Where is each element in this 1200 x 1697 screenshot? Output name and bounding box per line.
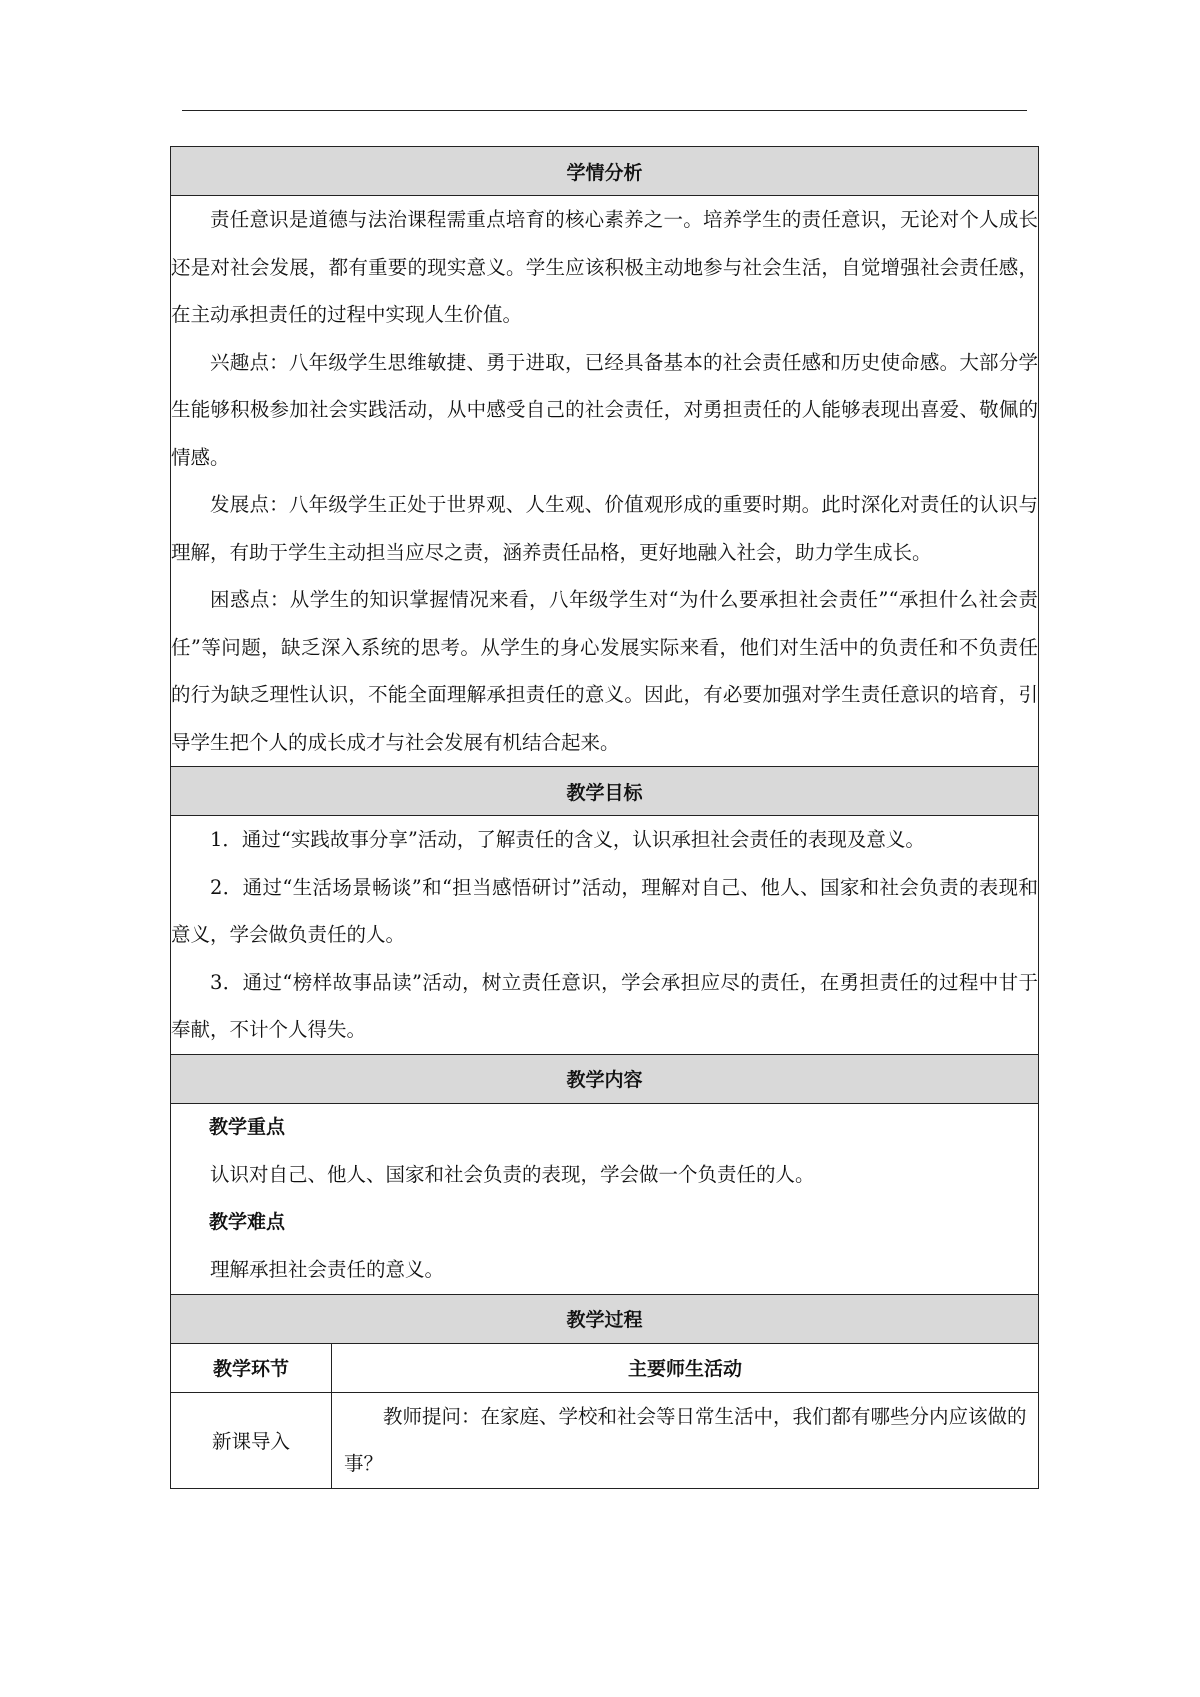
difficulty-label: 教学难点 — [209, 1210, 286, 1233]
process-row — [171, 1392, 1039, 1488]
activity-text: 教师提问：在家庭、学校和社会等日常生活中，我们都有哪些分内应该做的事？ — [344, 1404, 1027, 1475]
analysis-title: 学情分析 — [171, 147, 1039, 196]
activity-column-header: 主要师生活动 — [332, 1343, 1039, 1392]
header-rule — [182, 110, 1027, 111]
stage-cell: 新课导入 — [171, 1392, 332, 1488]
process-title: 教学过程 — [171, 1294, 1039, 1343]
content-body-row — [171, 1103, 1039, 1294]
content-title: 教学内容 — [171, 1054, 1039, 1103]
key-point-label: 教学重点 — [209, 1115, 286, 1138]
objectives-header-row — [171, 767, 1039, 816]
analysis-paragraph: 发展点：八年级学生正处于世界观、人生观、价值观形成的重要时期。此时深化对责任的认识与理解，有助于学生主动担当应尽之责，涵养责任品格，更好地融入社会，助力学生成长。 — [171, 493, 1039, 564]
analysis-paragraph: 兴趣点：八年级学生思维敏捷、勇于进取，已经具备基本的社会责任感和历史使命感。大部分学生能够积极参加社会实践活动，从中感受自己的社会责任，对勇担责任的人能够表现出喜爱、敬佩的情感。 — [171, 350, 1039, 469]
objectives-title: 教学目标 — [171, 767, 1039, 816]
objective-item: 1．通过“实践故事分享”活动，了解责任的含义，认识承担社会责任的表现及意义。 — [210, 828, 925, 851]
objectives-body-row — [171, 816, 1039, 1055]
analysis-body — [171, 196, 1039, 767]
lesson-plan-table — [170, 146, 1039, 1489]
key-point-text: 认识对自己、他人、国家和社会负责的表现，学会做一个负责任的人。 — [210, 1163, 815, 1186]
objectives-body — [171, 816, 1039, 1055]
objective-item: 3．通过“榜样故事品读”活动，树立责任意识，学会承担应尽的责任，在勇担责任的过程中甘于奉献，不计个人得失。 — [171, 970, 1039, 1041]
analysis-paragraph: 责任意识是道德与法治课程需重点培育的核心素养之一。培养学生的责任意识，无论对个人成长还是对社会发展，都有重要的现实意义。学生应该积极主动地参与社会生活，自觉增强社会责任感，在主动承担责任的过程中实现人生价值。 — [171, 208, 1039, 326]
content-header-row — [171, 1054, 1039, 1103]
analysis-paragraph: 困惑点：从学生的知识掌握情况来看，八年级学生对“为什么要承担社会责任”“承担什么社会责任”等问题，缺乏深入系统的思考。从学生的身心发展实际来看，他们对生活中的负责任和不负责任的行为缺乏理性认识，不能全面理解承担责任的意义。因此，有必要加强对学生责任意识的培育，引导学生把个人的成长成才与社会发展有机结合起来。 — [171, 588, 1039, 754]
stage-column-header: 教学环节 — [171, 1343, 332, 1392]
process-column-row — [171, 1343, 1039, 1392]
analysis-body-row — [171, 196, 1039, 767]
process-header-row — [171, 1294, 1039, 1343]
objective-item: 2．通过“生活场景畅谈”和“担当感悟研讨”活动，理解对自己、他人、国家和社会负责的表现和意义，学会做负责任的人。 — [171, 875, 1039, 946]
activity-cell — [332, 1392, 1039, 1488]
difficulty-text: 理解承担社会责任的意义。 — [210, 1258, 445, 1281]
content-body — [171, 1103, 1039, 1294]
analysis-header-row — [171, 147, 1039, 196]
